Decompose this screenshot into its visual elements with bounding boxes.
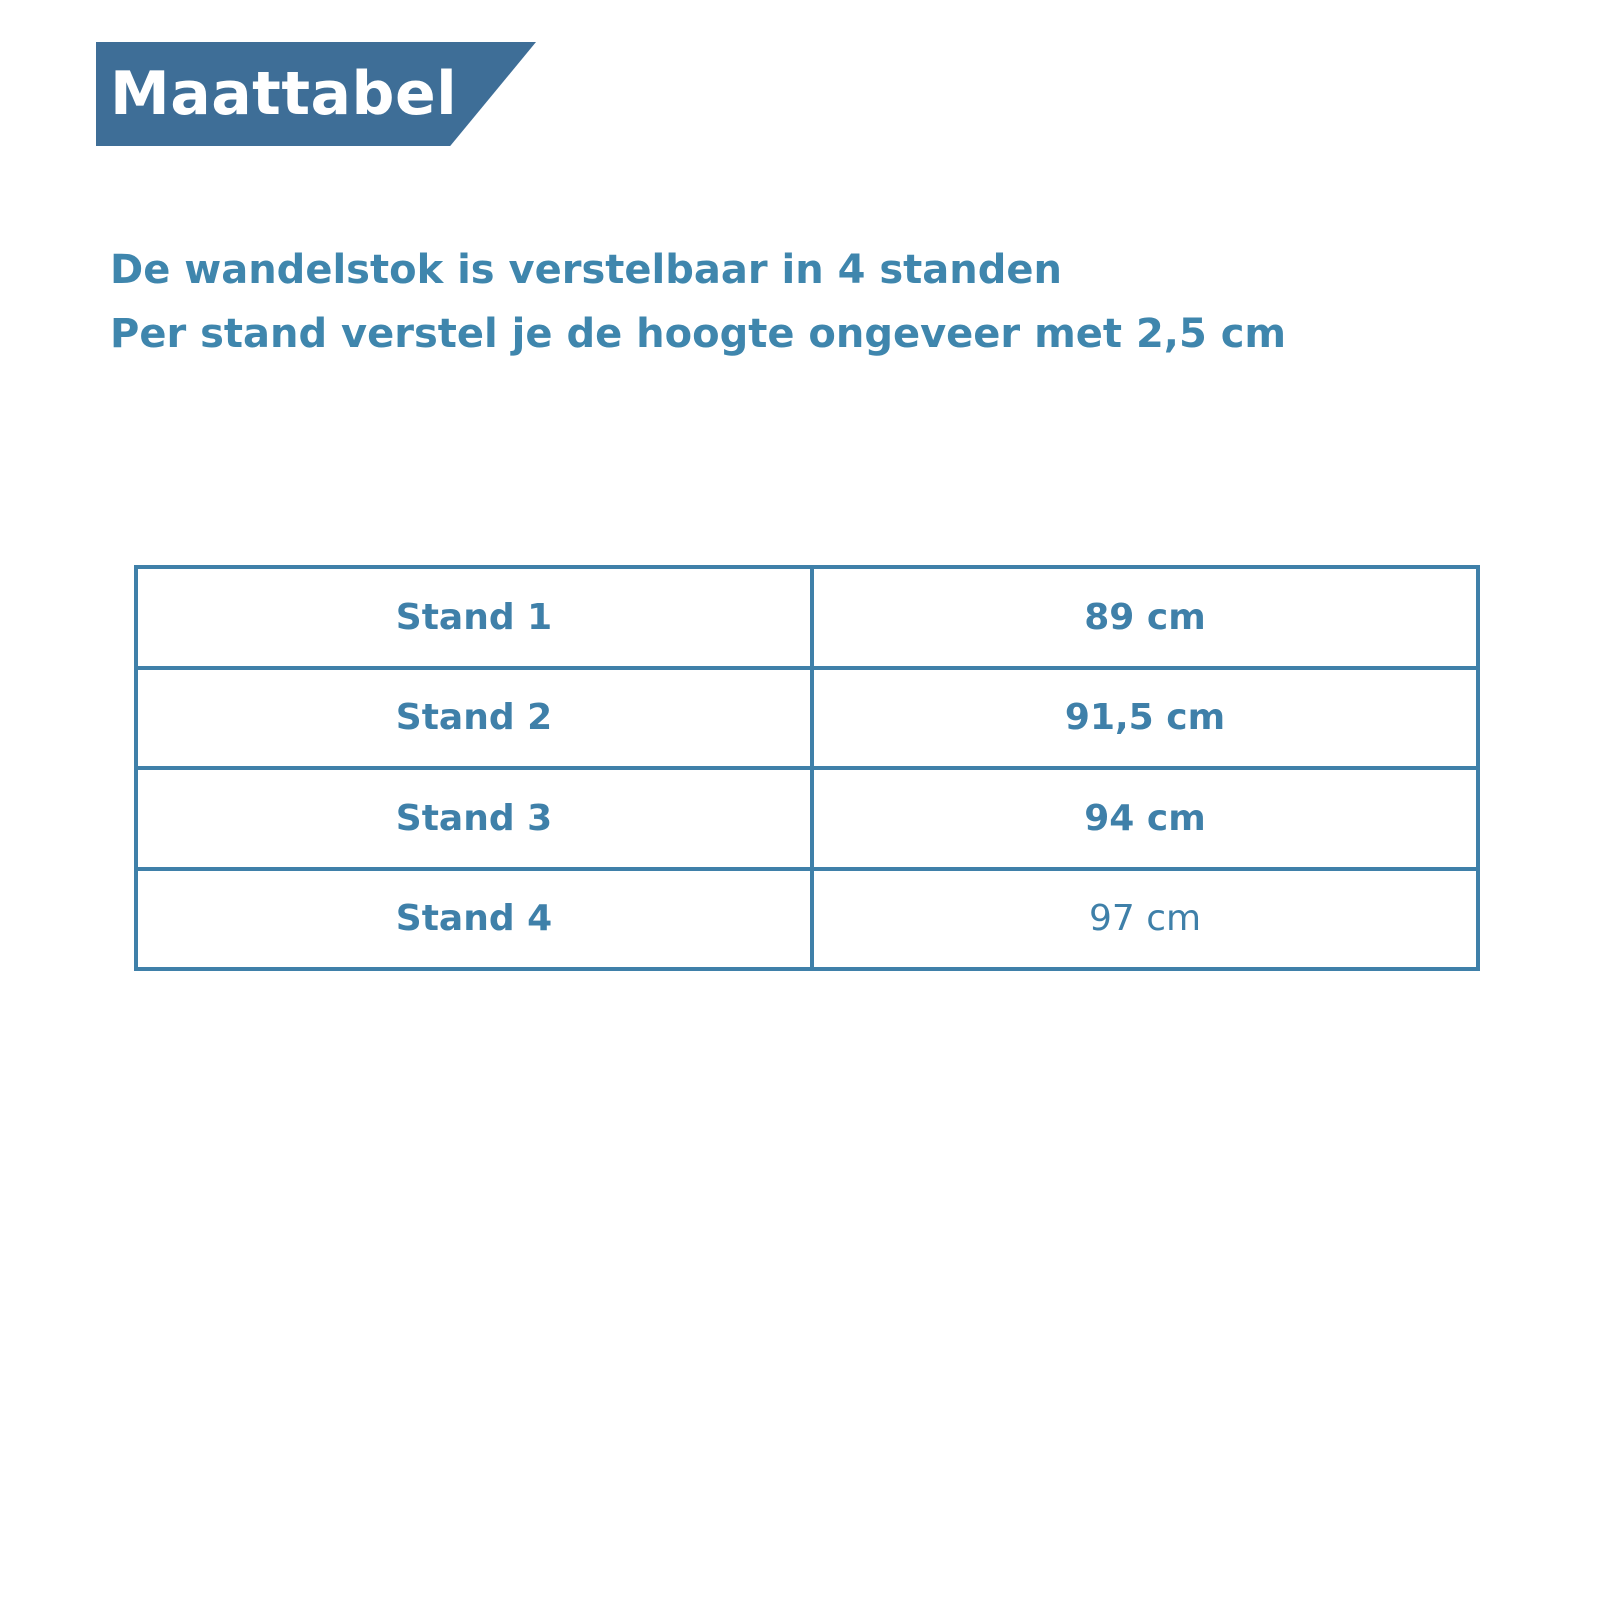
intro-line-1: De wandelstok is verstelbaar in 4 standen	[110, 247, 1063, 293]
table-row	[136, 668, 1478, 769]
size-table	[134, 565, 1480, 971]
height-cell: 94 cm	[812, 768, 1478, 869]
table-row	[136, 768, 1478, 869]
intro-line-2: Per stand verstel je de hoogte ongeveer met 2,5 cm	[110, 311, 1287, 357]
height-cell: 91,5 cm	[812, 668, 1478, 769]
table-row	[136, 869, 1478, 970]
page-title: Maattabel	[110, 59, 458, 129]
height-cell: 97 cm	[812, 869, 1478, 970]
height-cell: 89 cm	[812, 567, 1478, 668]
stand-cell: Stand 2	[136, 668, 812, 769]
intro-text	[110, 238, 1286, 366]
stand-cell: Stand 3	[136, 768, 812, 869]
stand-cell: Stand 1	[136, 567, 812, 668]
stand-cell: Stand 4	[136, 869, 812, 970]
table-row	[136, 567, 1478, 668]
